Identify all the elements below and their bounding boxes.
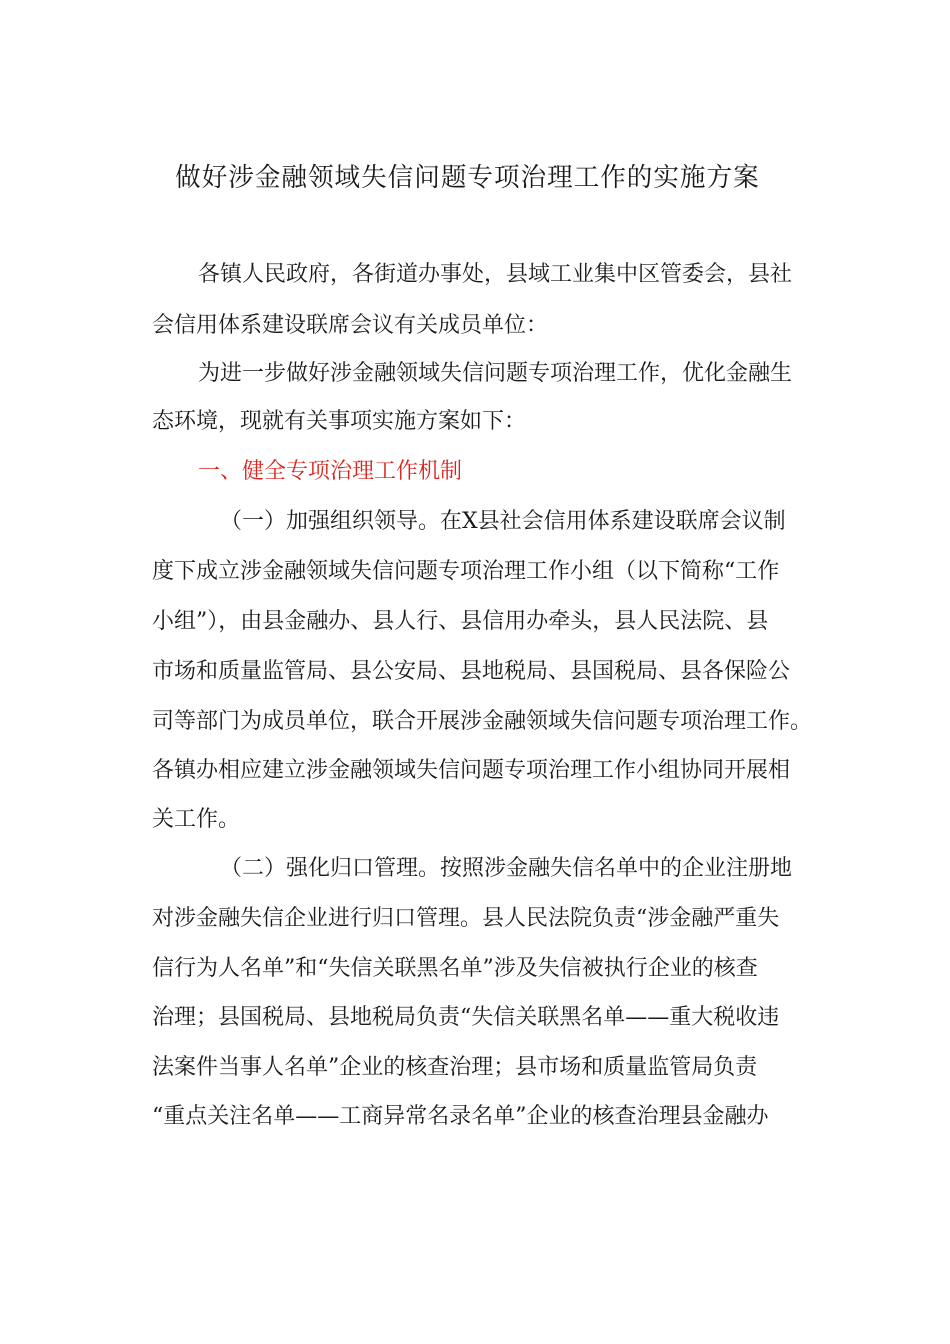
section-heading-1: 一、健全专项治理工作机制	[198, 459, 463, 484]
para2-line-4: 治理；县国税局、县地税局负责“失信关联黑名单——重大税收违	[152, 1005, 780, 1030]
para2-line-2: 对涉金融失信企业进行归口管理。县人民法院负责“涉金融严重失	[152, 906, 780, 931]
para2-line-5: 法案件当事人名单”企业的核查治理；县市场和质量监管局负责	[152, 1055, 758, 1080]
intro-line-1: 为进一步做好涉金融领域失信问题专项治理工作，优化金融生	[198, 361, 793, 386]
para1-line-3: 小组”），由县金融办、县人行、县信用办牵头，县人民法院、县	[152, 609, 769, 634]
salutation-line-1: 各镇人民政府，各街道办事处，县域工业集中区管委会，县社	[198, 262, 793, 287]
para1-line-5: 司等部门为成员单位，联合开展涉金融领域失信问题专项治理工作。	[152, 709, 813, 734]
document-title: 做好涉金融领域失信问题专项治理工作的实施方案	[175, 163, 760, 193]
para1-line-7: 关工作。	[152, 807, 241, 832]
para1-line-6: 各镇办相应建立涉金融领域失信问题专项治理工作小组协同开展相	[152, 758, 791, 783]
para1-line-4: 市场和质量监管局、县公安局、县地税局、县国税局、县各保险公	[152, 659, 791, 684]
para2-line-6: “重点关注名单——工商异常名录名单”企业的核查治理县金融办	[152, 1104, 769, 1129]
salutation-line-2: 会信用体系建设联席会议有关成员单位：	[152, 313, 549, 338]
para2-line-3: 信行为人名单”和“失信关联黑名单”涉及失信被执行企业的核查	[152, 956, 758, 981]
para2-line-1: （二）强化归口管理。按照涉金融失信名单中的企业注册地	[220, 856, 793, 881]
para1-line-1: （一）加强组织领导。在X县社会信用体系建设联席会议制	[220, 509, 786, 534]
intro-line-2: 态环境，现就有关事项实施方案如下：	[152, 409, 527, 434]
para1-line-2: 度下成立涉金融领域失信问题专项治理工作小组（以下简称“工作	[152, 559, 780, 584]
